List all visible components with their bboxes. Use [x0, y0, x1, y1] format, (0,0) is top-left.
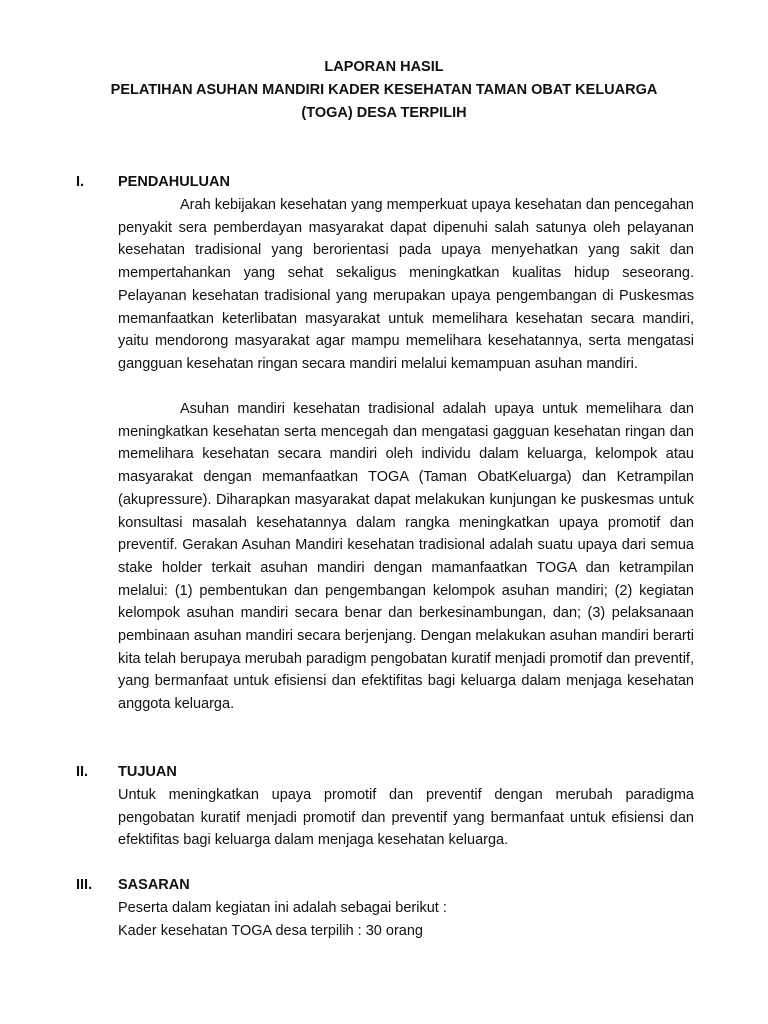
title-line-1: LAPORAN HASIL: [324, 59, 444, 75]
section-3-line-1: Peserta dalam kegiatan ini adalah sebagai berikut :: [118, 900, 447, 916]
title-line-3: (TOGA) DESA TERPILIH: [301, 105, 467, 121]
report-title: [0, 56, 768, 125]
section-2-paragraph: Untuk meningkatkan upaya promotif dan preventif dengan merubah paradigma pengobatan kuratif menjadi promotif dan preventif yang bermanfaat untuk efisiensi dan efektifitas bagi keluarga dalam menjaga kesehatan keluarga.: [118, 787, 694, 849]
section-2-heading: TUJUAN: [118, 764, 177, 780]
section-3-heading: SASARAN: [118, 877, 190, 893]
title-line-2: PELATIHAN ASUHAN MANDIRI KADER KESEHATAN TAMAN OBAT KELUARGA: [110, 82, 658, 98]
section-1-heading: PENDAHULUAN: [118, 174, 230, 190]
section-1-paragraph-2: Asuhan mandiri kesehatan tradisional adalah upaya untuk memelihara dan meningkatkan kesehatan serta mencegah dan mengatasi gagguan kesehatan ringan dan memelihara kesehatan secara mandiri oleh individu dalam keluarga, kelompok atau masyarakat dengan memanfaatkan TOGA (Taman ObatKeluarga) dan Ketrampilan (akupressure). Diharapkan masyarakat dapat melakukan kunjungan ke puskesmas untuk konsultasi masalah kesehatannya dalam rangka meningkatkan upaya promotif dan preventif. Gerakan Asuhan Mandiri kesehatan tradisional adalah suatu upaya dari semua stake holder terkait asuhan mandiri dengan mamanfaatkan TOGA dan ketrampilan melalui: (1) pembentukan dan pengembangan kelompok asuhan mandiri; (2) kegiatan kelompok asuhan mandiri secara benar dan berkesinambungan, dan; (3) pelaksanaan pembinaan asuhan mandiri secara berjenjang. Dengan melakukan asuhan mandiri berarti kita telah berupaya merubah paradigm pengobatan kuratif menjadi promotif dan preventif, yang bermanfaat untuk efisiensi dan efektifitas bagi keluarga dalam menjaga kesehatan anggota keluarga.: [118, 401, 694, 713]
section-3-number: III.: [76, 877, 93, 893]
section-1-number: I.: [76, 174, 85, 190]
section-3-line-2: Kader kesehatan TOGA desa terpilih : 30 orang: [118, 923, 423, 939]
section-1-paragraph-1: Arah kebijakan kesehatan yang memperkuat upaya kesehatan dan pencegahan penyakit sera pemberdayan masyarakat dapat dipenuhi salah satunya oleh pelayanan kesehatan tradisional yang berorientasi pada upaya menyehatkan yang sakit dan mempertahankan yang sehat sekaligus meningkatkan kualitas hidup seseorang. Pelayanan kesehatan tradisional yang merupakan upaya pengembangan di Puskesmas memanfaatkan keterlibatan masyarakat untuk memelihara kesehatan secara mandiri, yaitu mendorong masyarakat agar mampu memelihara kesehatannya, serta mengatasi gangguan kesehatan ringan secara mandiri melalui kemampuan asuhan mandiri.: [118, 197, 694, 372]
section-2-number: II.: [76, 764, 89, 780]
